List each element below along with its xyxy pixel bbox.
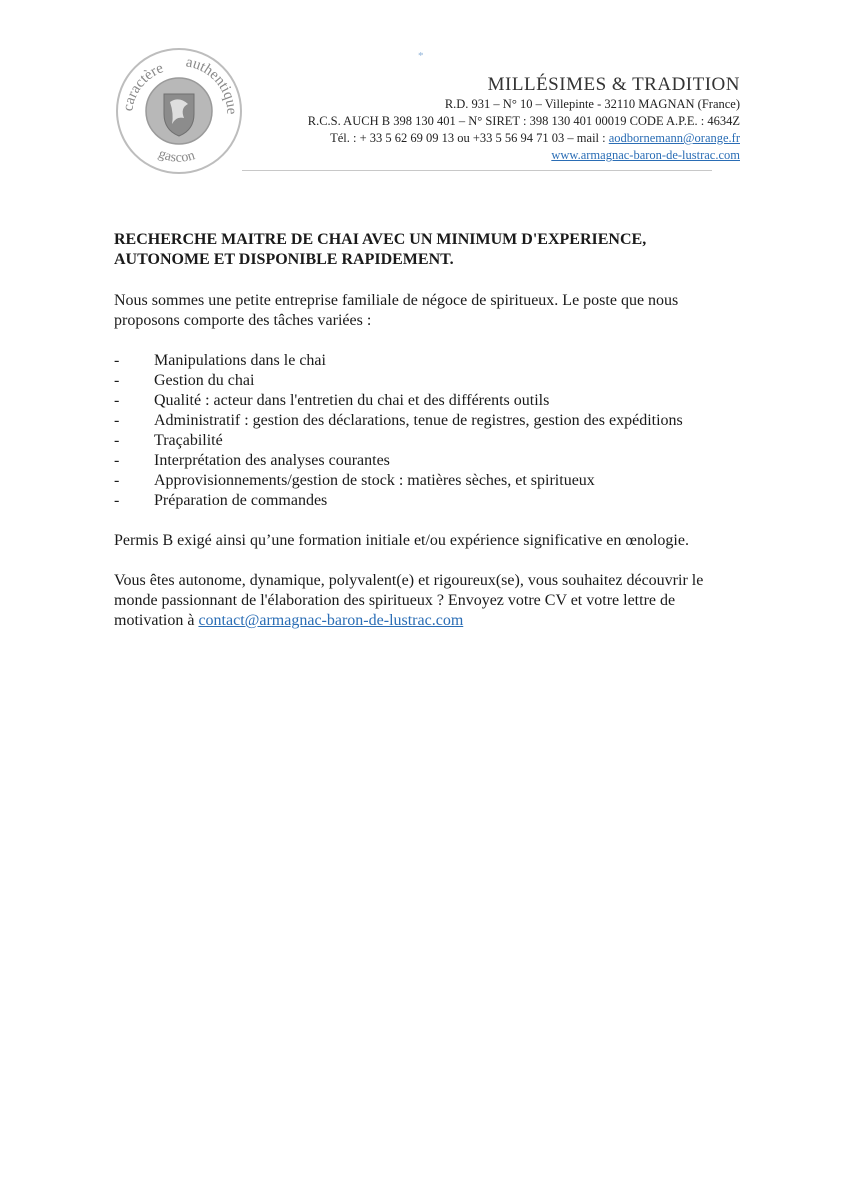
list-item: - Qualité : acteur dans l'entretien du chai et des différents outils: [114, 392, 550, 409]
email-link[interactable]: aodbornemann@orange.fr: [608, 131, 740, 145]
requirements-paragraph: Permis B exigé ainsi qu’une formation initiale et/ou expérience significative en œnologie.: [114, 532, 689, 549]
list-item: - Approvisionnements/gestion de stock : matières sèches, et spiritueux: [114, 472, 595, 489]
company-registry: R.C.S. AUCH B 398 130 401 – N° SIRET : 398 130 401 00019 CODE A.P.E. : 4634Z: [307, 114, 740, 128]
header-asterisk: *: [418, 50, 424, 62]
contact-email-link[interactable]: contact@armagnac-baron-de-lustrac.com: [198, 612, 464, 629]
list-item: - Interprétation des analyses courantes: [114, 452, 390, 469]
list-dash: -: [114, 412, 120, 429]
list-dash: -: [114, 352, 120, 369]
closing-paragraph: [114, 571, 734, 631]
website-link[interactable]: www.armagnac-baron-de-lustrac.com: [551, 148, 740, 162]
job-posting: [114, 230, 734, 651]
logo-ring-text-right: authentique: [184, 54, 240, 115]
closing-text: Vous êtes autonome, dynamique, polyvalent(e) et rigoureux(se), vous souhaitez découvrir le monde passionnant de l'élaboration des spiritueux ? Envoyez votre CV et votre lettre de motivation à: [114, 572, 704, 629]
list-dash: -: [114, 492, 120, 509]
list-dash: -: [114, 472, 120, 489]
list-item: - Administratif : gestion des déclarations, tenue de registres, gestion des expéditions: [114, 412, 683, 429]
intro-paragraph: Nous sommes une petite entreprise familiale de négoce de spiritueux. Le poste que nous proposons comporte des tâches variées :: [114, 292, 679, 329]
contact-phones: Tél. : + 33 5 62 69 09 13 ou +33 5 56 94 71 03 – mail :: [330, 131, 609, 145]
company-contact: [220, 130, 740, 147]
logo-ring-text-bottom: gascon: [156, 146, 197, 166]
list-dash: -: [114, 452, 120, 469]
job-headline: [114, 230, 734, 270]
headline-line-1: RECHERCHE MAITRE DE CHAI AVEC UN MINIMUM D'EXPERIENCE,: [114, 231, 647, 248]
company-info: [220, 74, 740, 164]
company-name: MILLÉSIMES & TRADITION: [487, 74, 740, 95]
list-dash: -: [114, 432, 120, 449]
list-item: - Manipulations dans le chai: [114, 352, 326, 369]
logo-ring-text-left: caractère: [120, 60, 166, 113]
list-dash: -: [114, 372, 120, 389]
list-item: - Traçabilité: [114, 432, 223, 449]
company-address: R.D. 931 – N° 10 – Villepinte - 32110 MAGNAN (France): [444, 97, 740, 111]
list-dash: -: [114, 392, 120, 409]
header-divider: [242, 170, 712, 171]
headline-line-2: AUTONOME ET DISPONIBLE RAPIDEMENT.: [114, 251, 454, 268]
company-website-line: [220, 147, 740, 164]
list-item: - Gestion du chai: [114, 372, 255, 389]
task-list: [114, 351, 734, 511]
list-item: - Préparation de commandes: [114, 492, 328, 509]
